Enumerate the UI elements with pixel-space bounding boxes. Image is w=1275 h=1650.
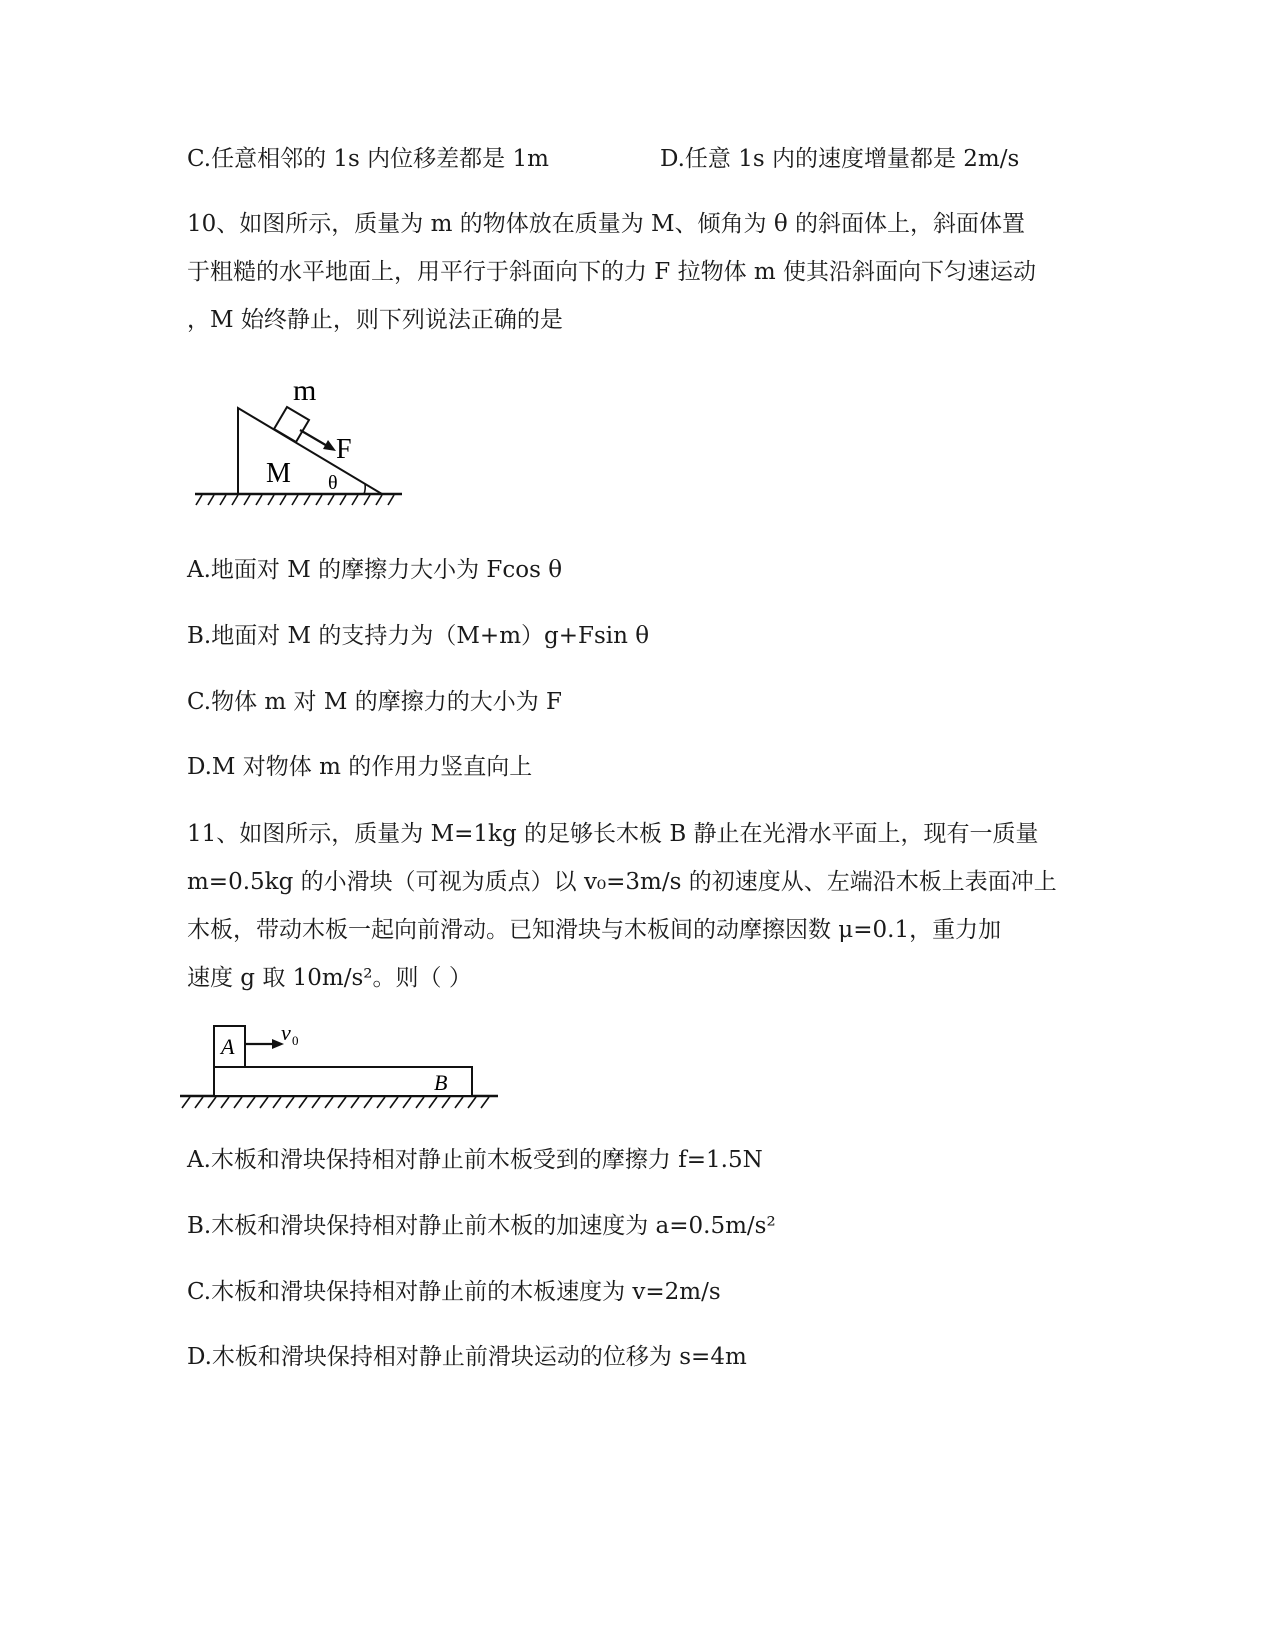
- block-m: [274, 407, 309, 442]
- q10-stem: [187, 200, 1087, 344]
- force-arrowhead: [323, 440, 336, 451]
- q11-option-d: D.木板和滑块保持相对静止前滑块运动的位移为 s=4m: [187, 1344, 747, 1370]
- q9-option-d: D.任意 1s 内的速度增量都是 2m/s: [660, 146, 1020, 172]
- q10-stem-line: 于粗糙的水平地面上，用平行于斜面向下的力 F 拉物体 m 使其沿斜面向下匀速运动: [187, 259, 1037, 285]
- q11-stem-line: 速度 g 取 10m/s²。则（ ）: [187, 965, 472, 991]
- q11-stem-line: 11、如图所示，质量为 M=1kg 的足够长木板 B 静止在光滑水平面上，现有一质量: [187, 821, 1039, 847]
- q9-option-c: C.任意相邻的 1s 内位移差都是 1m: [187, 146, 549, 172]
- q11-board-figure: [178, 1018, 502, 1118]
- label-F: F: [336, 434, 352, 465]
- q10-option-d: D.M 对物体 m 的作用力竖直向上: [187, 754, 533, 780]
- q10-option-a: A.地面对 M 的摩擦力大小为 Fcos θ: [187, 557, 563, 583]
- q10-incline-figure: [190, 370, 410, 510]
- q10-option-b: B.地面对 M 的支持力为（M+m）g+Fsin θ: [187, 623, 650, 649]
- label-m: m: [293, 374, 317, 407]
- q10-stem-line: 10、如图所示，质量为 m 的物体放在质量为 M、倾角为 θ 的斜面体上，斜面体置: [187, 211, 1026, 237]
- q11-stem-line: 木板，带动木板一起向前滑动。已知滑块与木板间的动摩擦因数 μ=0.1，重力加: [187, 917, 1002, 943]
- q11-option-b: B.木板和滑块保持相对静止前木板的加速度为 a=0.5m/s²: [187, 1213, 776, 1239]
- q11-stem: [187, 810, 1087, 1002]
- label-theta: θ: [328, 472, 338, 494]
- ground-hatching: [196, 495, 394, 505]
- q11-option-a: A.木板和滑块保持相对静止前木板受到的摩擦力 f=1.5N: [187, 1147, 763, 1173]
- ground-hatching: [182, 1097, 489, 1108]
- q10-option-c: C.物体 m 对 M 的摩擦力的大小为 F: [187, 689, 562, 715]
- label-M: M: [266, 458, 291, 489]
- angle-arc: [364, 484, 365, 494]
- q10-stem-line: ，M 始终静止，则下列说法正确的是: [187, 307, 563, 333]
- incline-wedge: [238, 408, 382, 494]
- q11-stem-line: m=0.5kg 的小滑块（可视为质点）以 v₀=3m/s 的初速度从、左端沿木板上表面冲上: [187, 869, 1057, 895]
- label-v-subscript: 0: [292, 1033, 299, 1048]
- force-arrow: [300, 430, 329, 447]
- label-B: B: [434, 1070, 448, 1095]
- label-A: A: [221, 1034, 235, 1059]
- q11-option-c: C.木板和滑块保持相对静止前的木板速度为 v=2m/s: [187, 1279, 721, 1305]
- label-v: v: [281, 1020, 291, 1045]
